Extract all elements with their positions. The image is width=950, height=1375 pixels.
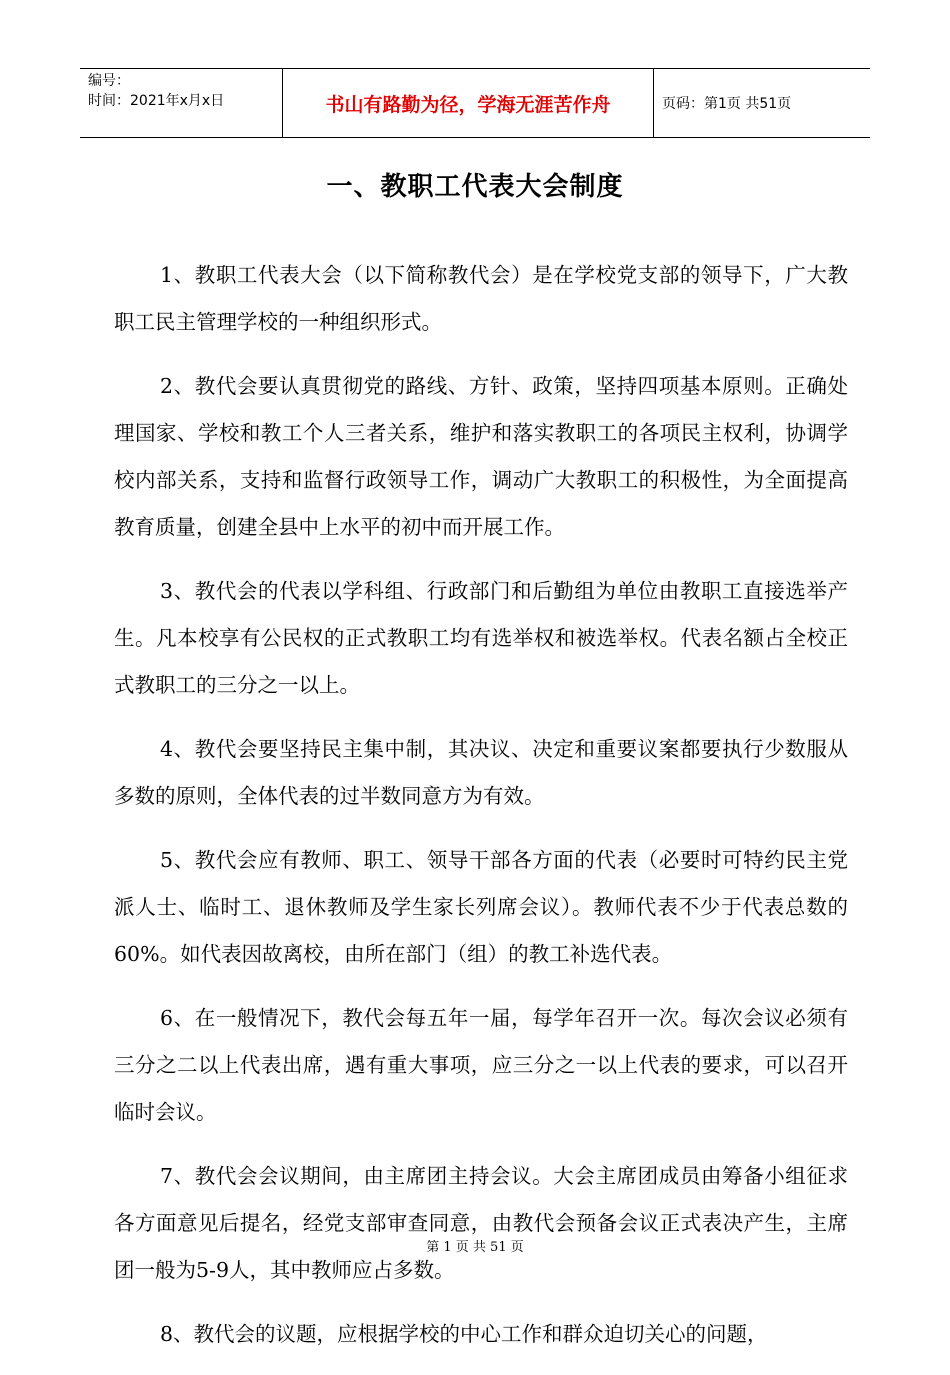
- page-footer: 第 1 页 共 51 页: [426, 1240, 524, 1255]
- paragraph-2: 2、教代会要认真贯彻党的路线、方针、政策，坚持四项基本原则。正确处理国家、学校和教工个人三者关系，维护和落实教职工的各项民主权利，协调学校内部关系，支持和监督行政领导工作，调动广大教职工的积极性，为全面提高教育质量，创建全县中上水平的初中而开展工作。: [114, 374, 848, 539]
- paragraph-3: 3、教代会的代表以学科组、行政部门和后勤组为单位由教职工直接选举产生。凡本校享有公民权的正式教职工均有选举权和被选举权。代表名额占全校正式教职工的三分之一以上。: [114, 579, 848, 697]
- document-title: 一、教职工代表大会制度: [326, 172, 624, 202]
- paragraph-8: 8、教代会的议题，应根据学校的中心工作和群众迫切关心的问题，: [160, 1322, 768, 1346]
- paragraph-4: 4、教代会要坚持民主集中制，其决议、决定和重要议案都要执行少数服从多数的原则，全体代表的过半数同意方为有效。: [114, 737, 848, 808]
- document-body: [114, 252, 848, 1375]
- document-header: [80, 68, 870, 138]
- paragraph-7: 7、教代会会议期间，由主席团主持会议。大会主席团成员由筹备小组征求各方面意见后提名，经党支部审查同意，由教代会预备会议正式表决产生，主席团一般为5-9人，其中教师应占多数。: [114, 1164, 848, 1282]
- header-motto: 书山有路勤为径，学海无涯苦作舟: [282, 69, 654, 137]
- number-label: 编号：: [88, 73, 130, 89]
- paragraph-1: 1、教职工代表大会（以下简称教代会）是在学校党支部的领导下，广大教职工民主管理学校的一种组织形式。: [114, 263, 848, 334]
- paragraph-6: 6、在一般情况下，教代会每五年一届，每学年召开一次。每次会议必须有三分之二以上代表出席，遇有重大事项，应三分之一以上代表的要求，可以召开临时会议。: [114, 1006, 848, 1124]
- date-label: 时间：2021年x月x日: [88, 93, 225, 109]
- header-page-info: 页码：第1页 共51页: [662, 96, 792, 112]
- header-left-cell: [80, 69, 282, 137]
- paragraph-5: 5、教代会应有教师、职工、领导干部各方面的代表（必要时可特约民主党派人士、临时工、退休教师及学生家长列席会议）。教师代表不少于代表总数的60%。如代表因故离校，由所在部门（组）的教工补选代表。: [114, 848, 848, 966]
